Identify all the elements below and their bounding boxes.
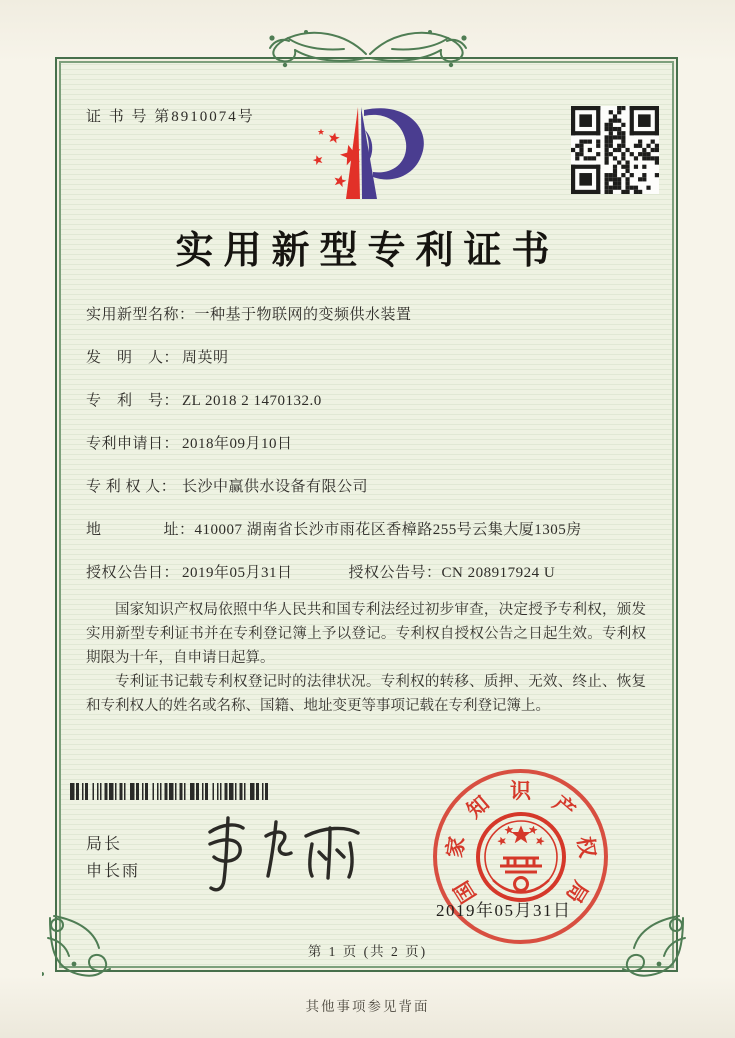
fields-section — [86, 303, 661, 604]
field-label: 专利申请日： — [86, 436, 180, 452]
field-value: ZL 2018 2 1470132.0 — [182, 393, 322, 409]
field-row-name — [86, 303, 661, 346]
field-value: CN 208917924 U — [441, 565, 556, 581]
barcode — [70, 783, 268, 800]
field-label: 发 明 人： — [86, 350, 180, 366]
seal-emblem-icon — [475, 808, 567, 906]
body-paragraph-1: 国家知识产权局依照中华人民共和国专利法经过初步审查，决定授予专利权，颁发实用新型专利证书并在专利登记簿上予以登记。专利权自授权公告之日起生效。专利权期限为十年，自申请日起算。 — [86, 602, 646, 666]
seal-date: 2019年05月31日 — [436, 901, 572, 920]
cnipa-logo-icon — [294, 102, 444, 204]
field-row-patentee — [86, 475, 661, 518]
official-seal: 国 家 知 识 产 权 局 — [433, 769, 608, 944]
field-label: 授权公告日： — [86, 565, 180, 581]
field-label: 实用新型名称： — [86, 307, 195, 323]
field-value: 2018年09月10日 — [182, 436, 293, 452]
field-label: 地 址： — [86, 522, 195, 538]
field-label: 授权公告号： — [348, 565, 442, 581]
page-indicator: 第 1 页 (共 2 页) — [307, 944, 428, 959]
field-row-address — [86, 518, 661, 561]
back-note: 其他事项参见背面 — [305, 999, 430, 1014]
field-row-inventor — [86, 346, 661, 389]
field-value: 长沙中赢供水设备有限公司 — [182, 479, 369, 495]
field-row-patent-no — [86, 389, 661, 432]
field-value: 周英明 — [182, 350, 229, 366]
certificate-number: 证 书 号 第8910074号 — [86, 109, 255, 125]
signer-name: 申长雨 — [86, 863, 141, 880]
qr-code — [571, 106, 659, 194]
field-row-filing-date — [86, 432, 661, 475]
signature-script-icon — [188, 810, 383, 898]
top-ornament-icon — [258, 20, 478, 82]
legal-text — [86, 598, 646, 718]
certificate-title: 实用新型专利证书 — [175, 230, 560, 272]
field-value: 2019年05月31日 — [182, 565, 293, 581]
body-paragraph-2: 专利证书记载专利权登记时的法律状况。专利权的转移、质押、无效、终止、恢复和专利权人的姓名或名称、国籍、地址变更等事项记载在专利登记簿上。 — [86, 674, 646, 714]
field-value: 一种基于物联网的变频供水装置 — [194, 307, 412, 323]
signer-block — [86, 831, 140, 885]
signer-title: 局长 — [86, 836, 123, 853]
field-label: 专 利 权 人： — [86, 479, 177, 495]
field-label: 专 利 号： — [86, 393, 180, 409]
field-value: 410007 湖南省长沙市雨花区香樟路255号云集大厦1305房 — [194, 522, 582, 538]
